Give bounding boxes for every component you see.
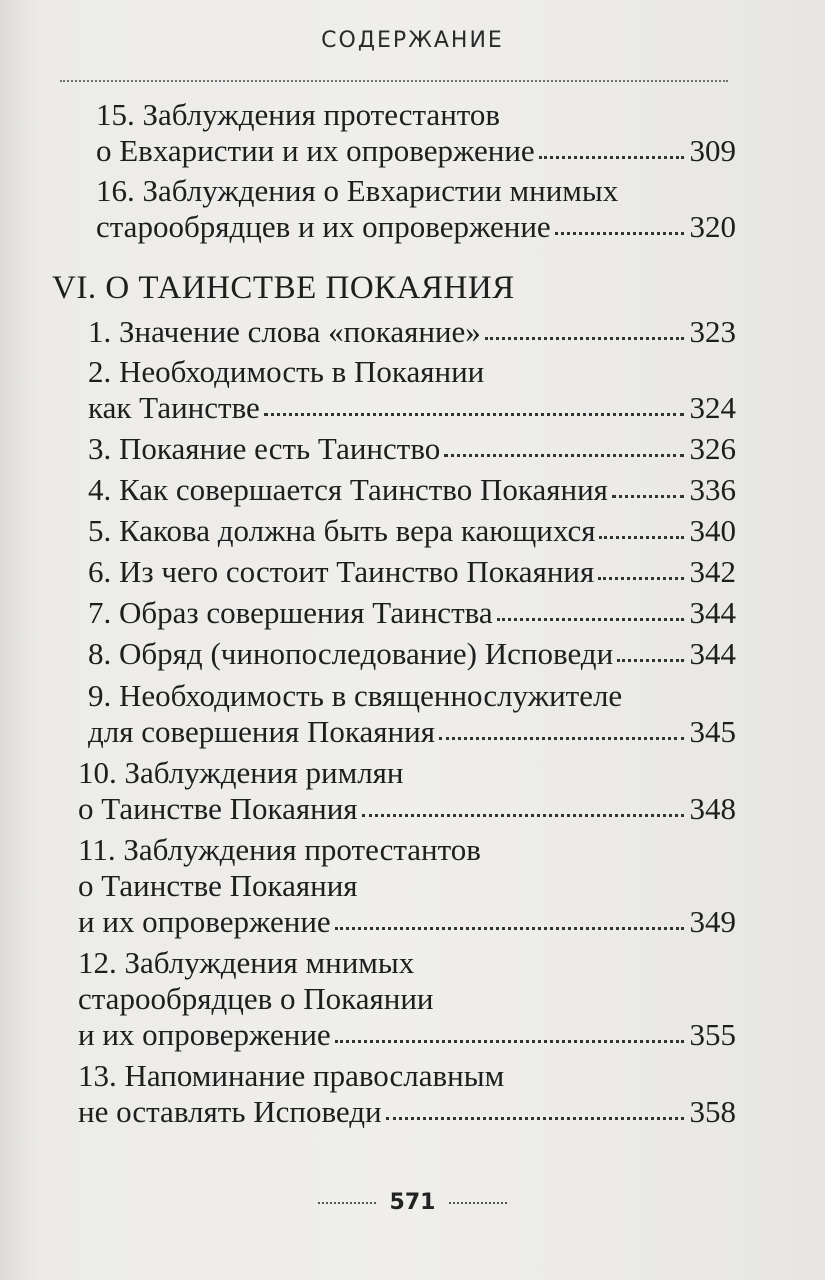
dot-leader	[264, 413, 684, 416]
toc-entry	[88, 637, 736, 671]
toc-entry-title-cont: для совершения Покаяния	[88, 714, 435, 749]
toc-entry-title-cont: не оставлять Исповеди	[78, 1094, 382, 1129]
toc-entry-title-cont: и их опровержение	[78, 904, 331, 939]
toc-page-number: 344	[689, 595, 736, 630]
section-heading: VI. О ТАИНСТВЕ ПОКАЯНИЯ	[52, 270, 515, 306]
toc-entry-line	[78, 756, 736, 790]
toc-entry-title: 4. Как совершается Таинство Покаяния	[88, 472, 608, 507]
toc-entry	[88, 715, 736, 749]
dot-leader	[335, 927, 684, 930]
toc-page-number: 358	[689, 1094, 736, 1129]
toc-entry	[96, 210, 736, 244]
toc-entry-title: 8. Обряд (чинопоследование) Исповеди	[88, 636, 614, 671]
toc-entry	[96, 134, 736, 168]
toc-entry	[88, 555, 736, 589]
toc-page-number: 345	[689, 714, 736, 749]
toc-page-number: 349	[689, 904, 736, 939]
dot-leader	[362, 814, 684, 817]
toc-entry-title: 10. Заблуждения римлян	[78, 755, 404, 790]
toc-entry-title: 13. Напоминание православным	[78, 1058, 505, 1093]
toc-entry-line	[78, 946, 736, 980]
footer-ornament-left	[318, 1202, 376, 1204]
toc-page-number: 326	[689, 431, 736, 466]
toc-entry	[88, 432, 736, 466]
toc-entry-line	[78, 1059, 736, 1093]
toc-entry-line	[78, 869, 736, 903]
footer-ornament-right	[449, 1202, 507, 1204]
toc-entry-title: 11. Заблуждения протестантов	[78, 832, 481, 867]
toc-page-number: 309	[689, 133, 736, 168]
toc-entry-title-cont: о Евхаристии и их опровержение	[96, 133, 535, 168]
toc-page-number: 342	[689, 554, 736, 589]
dot-leader	[617, 659, 683, 662]
toc-entry	[88, 473, 736, 507]
dot-leader	[439, 737, 684, 740]
dot-leader	[444, 454, 683, 457]
toc-entry	[88, 391, 736, 425]
dot-leader	[497, 618, 684, 621]
toc-entry-title: 9. Необходимость в священнослужителе	[88, 678, 623, 713]
toc-entry-line	[78, 982, 736, 1016]
dot-leader	[612, 495, 684, 498]
dot-leader	[539, 156, 684, 159]
toc-entry-title: 6. Из чего состоит Таинство Покаяния	[88, 554, 595, 589]
toc-entry	[78, 905, 736, 939]
toc-page-number: 340	[689, 513, 736, 548]
toc-entry-line	[88, 355, 736, 389]
running-head: СОДЕРЖАНИЕ	[321, 28, 504, 53]
toc-page-number: 344	[689, 636, 736, 671]
dot-leader	[555, 232, 684, 235]
toc-entry-title-cont: о Таинстве Покаяния	[78, 868, 358, 903]
toc-entry	[78, 792, 736, 826]
header-divider	[60, 80, 728, 82]
toc-entry-line	[96, 98, 736, 132]
toc-entry	[78, 1095, 736, 1129]
toc-page-number: 323	[689, 314, 736, 349]
toc-entry	[78, 1018, 736, 1052]
toc-entry-title-cont: и их опровержение	[78, 1017, 331, 1052]
toc-entry-title: 5. Какова должна быть вера кающихся	[88, 513, 596, 548]
dot-leader	[598, 577, 683, 580]
toc-page-number: 348	[689, 791, 736, 826]
toc-entry-line	[78, 833, 736, 867]
toc-page-number: 320	[689, 209, 736, 244]
toc-entry	[88, 514, 736, 548]
toc-entry-title: 12. Заблуждения мнимых	[78, 945, 415, 980]
toc-entry-title: 3. Покаяние есть Таинство	[88, 431, 441, 466]
dot-leader	[335, 1040, 684, 1043]
toc-entry-line	[88, 679, 736, 713]
toc-entry-title: 2. Необходимость в Покаянии	[88, 354, 485, 389]
toc-page-number: 324	[689, 390, 736, 425]
dot-leader	[386, 1117, 684, 1120]
toc-entry-title-cont: старообрядцев о Покаянии	[78, 981, 434, 1016]
toc-entry-title: 7. Образ совершения Таинства	[88, 595, 493, 630]
toc-entry-title: 16. Заблуждения о Евхаристии мнимых	[96, 173, 619, 208]
toc-entry-title: 1. Значение слова «покаяние»	[88, 314, 481, 349]
toc-entry	[88, 596, 736, 630]
dot-leader	[599, 536, 683, 539]
toc-entry	[88, 315, 736, 349]
toc-page-number: 336	[689, 472, 736, 507]
toc-page-number: 355	[689, 1017, 736, 1052]
page-footer	[0, 1190, 825, 1215]
toc-entry-title-cont: как Таинстве	[88, 390, 260, 425]
dot-leader	[485, 337, 684, 340]
toc-entry-title-cont: старообрядцев и их опровержение	[96, 209, 551, 244]
toc-entry-title-cont: о Таинстве Покаяния	[78, 791, 358, 826]
toc-entry-title: 15. Заблуждения протестантов	[96, 97, 501, 132]
page-number: 571	[389, 1190, 436, 1215]
toc-entry-line	[96, 174, 736, 208]
